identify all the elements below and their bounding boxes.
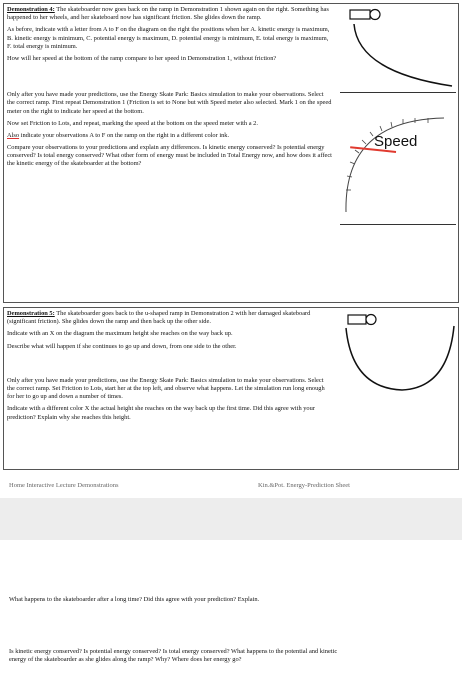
skateboarder-block bbox=[350, 10, 370, 19]
u-ramp-curve bbox=[346, 326, 454, 390]
demo5-para1: Indicate with an X on the diagram the maximum height she reaches on the way back up. bbox=[7, 330, 233, 338]
skateboarder-wheel bbox=[370, 10, 380, 20]
demo4-para4: Also indicate your observations A to F on the ramp on the right in a different color ink. bbox=[7, 131, 230, 139]
demo5-para3: Only after you have made your predictions, use the Energy Skate Park: Basics simulation to make your observations. Select the correct ramp. Set Friction to Lots, start her at the top left, and observe what happens. Let the simulation run long enough for her to go up and down a number of times. bbox=[7, 376, 325, 401]
ramp-curve bbox=[354, 24, 452, 86]
demo4-text bbox=[7, 6, 332, 173]
demo4-para1: As before, indicate with a letter from A to F on the diagram on the right the positions when her A. kinetic energy is maximum, B. kinetic energy is minimum, C. potential energy is maximum, D. potential energy is minimum, E. total energy is maximum, F. total energy is minimum. bbox=[7, 26, 330, 50]
demo5-para2: Describe what will happen if she continues to go up and down, from one side to the other. bbox=[7, 342, 237, 350]
demo4-para3: Now set Friction to Lots, and repeat, marking the speed at the bottom on the speed meter with a 2. bbox=[7, 119, 258, 127]
skateboarder-wheel-2 bbox=[366, 315, 376, 325]
page2-question-1: What happens to the skateboarder after a long time? Did this agree with your prediction? Explain. bbox=[9, 596, 260, 603]
page-gap bbox=[0, 498, 462, 540]
demo4-intro: Demonstration 4: The skateboarder now goes back on the ramp in Demonstration 1 shown again on the right. Something has happened to her wheels, and her skateboard now has significant friction. She glides down the ramp. bbox=[7, 6, 329, 22]
page2-question-2: Is kinetic energy conserved? Is potential energy conserved? Is total energy conserved? What happens to the potential and kinetic energy of the skateboarder as she glides along the ramp? Why? Where does her energy go? bbox=[9, 648, 338, 664]
demo4-para5: Compare your observations to your predictions and explain any differences. Is kinetic energy conserved? Is potential energy conserved? Is total energy conserved? What other form of energy must be included in Total Energy now, and how does it affect the kinetic energy of the skateboarder at the bottom? bbox=[7, 144, 332, 168]
curved-ramp-diagram bbox=[340, 8, 455, 88]
footer-left: Home Interactive Lecture Demonstrations bbox=[9, 482, 119, 489]
demo4-divider-2 bbox=[340, 224, 456, 225]
demo4-heading: Demonstration 4: bbox=[7, 6, 55, 13]
demo5-intro: Demonstration 5: The skateboarder goes back to the u-shaped ramp in Demonstration 2 with her damaged skateboard (significant friction). She glides down the ramp and then back up the other side. bbox=[7, 310, 311, 326]
speed-meter bbox=[340, 100, 455, 220]
demo5-para4: Indicate with a different color X the actual height she reaches on the way back up the first time. Did this agree with your prediction? Explain why she reaches this height. bbox=[7, 405, 315, 421]
skateboarder-block-2 bbox=[348, 315, 366, 324]
u-ramp-diagram bbox=[340, 312, 458, 394]
demo5-heading: Demonstration 5: bbox=[7, 310, 55, 317]
demo5-text bbox=[7, 310, 332, 426]
demo4-para2: Only after you have made your predictions, use the Energy Skate Park: Basics simulation to make your observations. Select the correct ramp. First repeat Demonstration 1 (Friction is set to None but with Speed meter also selected. Mark 1 on the speed meter on the right to indicate her speed at the bottom. bbox=[7, 91, 332, 115]
footer-right: Kin.&Pot. Energy-Prediction Sheet bbox=[258, 482, 350, 489]
demo4-question1: How will her speed at the bottom of the ramp compare to her speed in Demonstration 1, without friction? bbox=[7, 54, 277, 62]
demo4-divider-1 bbox=[340, 92, 456, 93]
speed-label: Speed bbox=[374, 133, 418, 150]
speed-meter-ticks bbox=[346, 118, 428, 190]
worksheet-page-2 bbox=[0, 540, 462, 700]
